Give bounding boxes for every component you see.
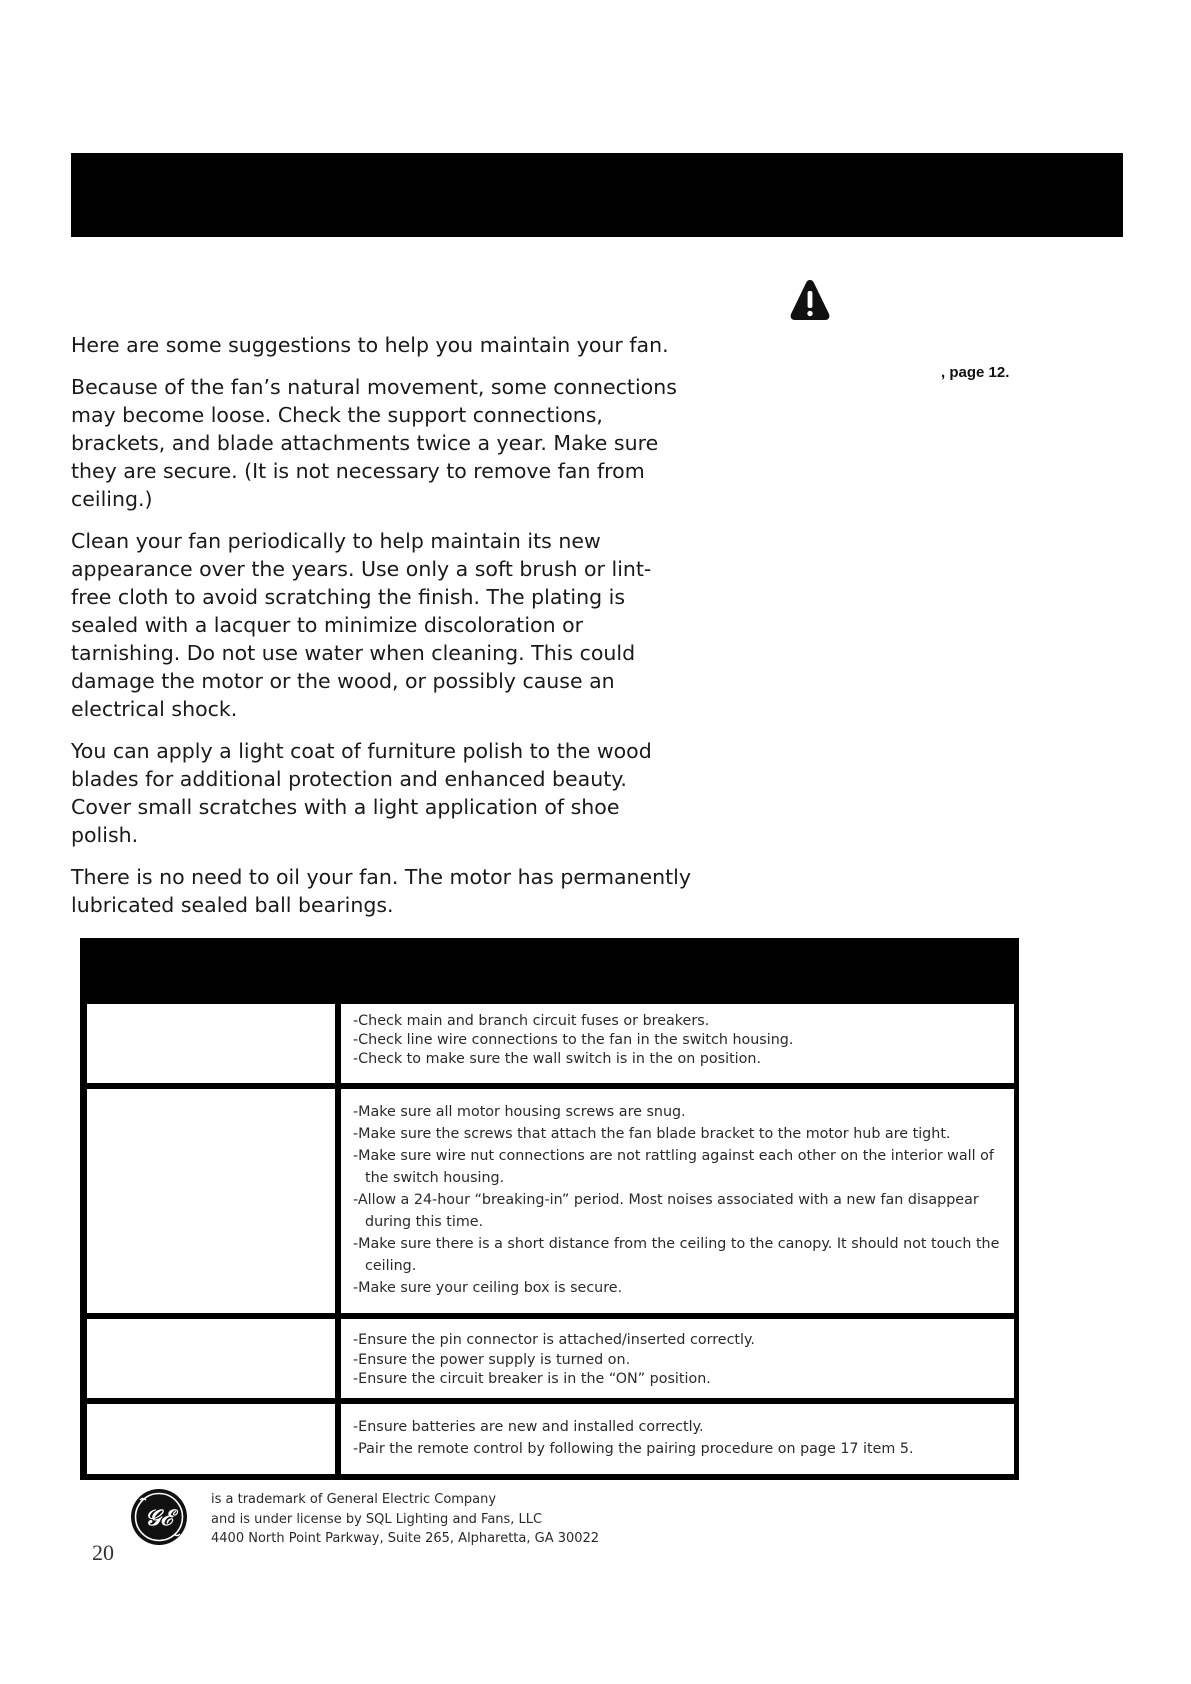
intro-paragraph: Here are some suggestions to help you maintain your fan. — [71, 333, 669, 357]
solution-line: -Ensure the power supply is turned on. — [353, 1351, 631, 1368]
table-row — [80, 1319, 1019, 1398]
table-row — [80, 1404, 1019, 1474]
page-number: 20 — [92, 1540, 114, 1565]
trademark-notice — [211, 1490, 599, 1549]
trademark-line: is a trademark of General Electric Company — [211, 1492, 497, 1507]
warning-triangle-icon — [789, 278, 831, 322]
oil-paragraph: There is no need to oil your fan. The motor has permanently lubricated sealed ball bearings. — [71, 865, 692, 917]
solution-cell — [341, 1404, 1014, 1474]
solution-line: -Check line wire connections to the fan in the switch housing. — [353, 1032, 794, 1048]
caution-page-reference: , page 12. — [941, 364, 1010, 381]
solution-line: -Pair the remote control by following the pairing procedure on page 17 item 5. — [353, 1441, 914, 1457]
solution-line: -Ensure batteries are new and installed correctly. — [353, 1419, 704, 1435]
problem-cell — [87, 1004, 335, 1083]
solution-cell — [341, 1089, 1014, 1313]
connections-paragraph: Because of the fan’s natural movement, some connections may become loose. Check the support connections, brackets, and blade attachments twice a year. Make sure they are secure. (It is not necessary to remove fan from ceiling.) — [71, 375, 677, 511]
address-line: 4400 North Point Parkway, Suite 265, Alpharetta, GA 30022 — [211, 1531, 600, 1546]
section-header-bar — [71, 153, 1123, 237]
polish-paragraph: You can apply a light coat of furniture polish to the wood blades for additional protection and enhanced beauty. Cover small scratches with a light application of shoe polish. — [71, 739, 652, 847]
license-line: and is under license by SQL Lighting and Fans, LLC — [211, 1511, 543, 1527]
problem-cell — [87, 1404, 335, 1474]
table-row — [80, 1004, 1019, 1083]
problem-cell — [87, 1089, 335, 1313]
solution-line: -Allow a 24-hour “breaking-in” period. Most noises associated with a new fan disappear during this time. — [353, 1192, 979, 1230]
solution-cell — [341, 1319, 1014, 1398]
table-header — [80, 938, 1019, 1004]
solution-line: -Ensure the circuit breaker is in the “ON” position. — [353, 1371, 711, 1387]
ge-logo-icon — [130, 1488, 188, 1546]
table-row — [80, 1089, 1019, 1313]
solution-line: -Check main and branch circuit fuses or breakers. — [353, 1013, 710, 1029]
ge-logo-letters: 𝒢ℰ — [144, 1505, 174, 1531]
solution-line: -Ensure the pin connector is attached/inserted correctly. — [353, 1332, 755, 1348]
solution-line: -Make sure the screws that attach the fan blade bracket to the motor hub are tight. — [353, 1126, 951, 1142]
solution-line: -Make sure your ceiling box is secure. — [353, 1280, 623, 1296]
solution-line: -Make sure wire nut connections are not rattling against each other on the interior wall of the switch housing. — [353, 1148, 994, 1186]
troubleshooting-table — [80, 938, 1019, 1480]
maintenance-text — [71, 331, 691, 933]
solution-line: -Make sure there is a short distance from the ceiling to the canopy. It should not touch the ceiling. — [353, 1236, 1000, 1274]
solution-line: -Make sure all motor housing screws are snug. — [353, 1104, 686, 1120]
solution-cell — [341, 1004, 1014, 1083]
problem-cell — [87, 1319, 335, 1398]
solution-line: -Check to make sure the wall switch is in the on position. — [353, 1051, 762, 1067]
cleaning-paragraph: Clean your fan periodically to help maintain its new appearance over the years. Use only a soft brush or lint-free cloth to avoid scratching the finish. The plating is sealed with a lacquer to minimize discoloration or tarnishing. Do not use water when cleaning. This could damage the motor or the wood, or possibly cause an electrical shock. — [71, 529, 652, 721]
